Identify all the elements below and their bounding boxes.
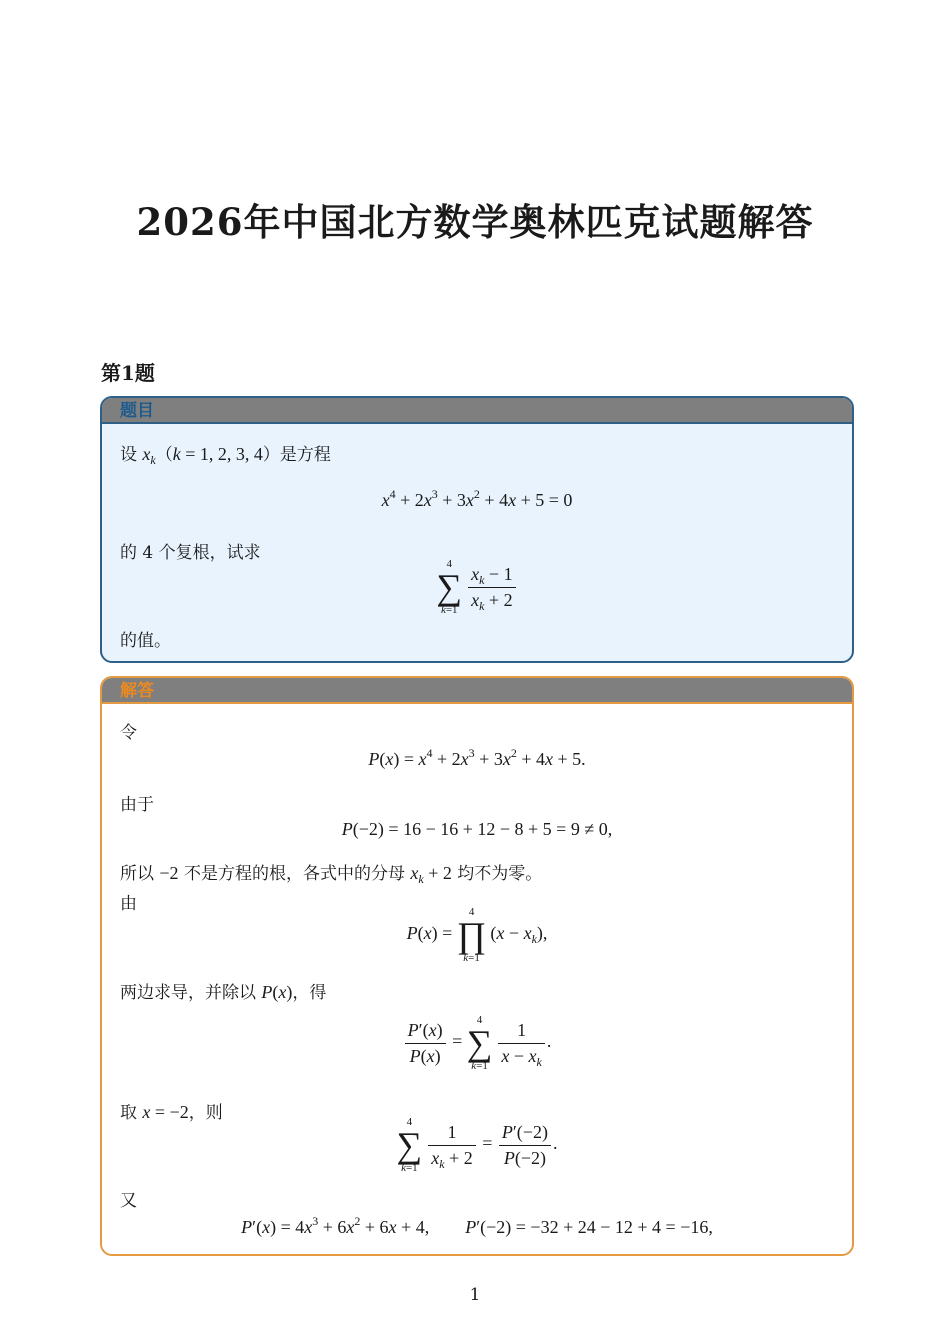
text: 不是方程的根，各式中的分母: [183, 864, 405, 884]
text: 所以: [120, 864, 154, 884]
equation-substitute: 4 ∑ k=1 $\frac{1}{x_k + 2}$ = $\frac{P'(-2)}{P(-2)}$ .: [396, 1116, 558, 1174]
problem-heading: 题目: [102, 398, 852, 424]
text: ，则: [188, 1103, 223, 1123]
problem-box: [100, 396, 854, 663]
text: 两边求导，并除以: [120, 983, 256, 1003]
text: 取: [120, 1103, 137, 1123]
equation-sum: 4 ∑ k=1 $\frac{x_k - 1}{x_k + 2}$: [102, 558, 852, 616]
math-inline: $x_k$: [142, 444, 156, 467]
equation-derivative: $P'(x) = 4x^3 + 6x^2 + 6x + 4$, P′(−2) = −32 + 24 − 12 + 4 = −16,: [241, 1214, 713, 1237]
solution-line-4: 由: [120, 894, 137, 914]
equation-log-derivative: $\frac{P'(x)}{P(x)}$ = 4 ∑ k=1 $\frac{1}{x - x_k}$ .: [102, 1014, 852, 1072]
equation-define-p: $P(x) = x^4 + 2x^3 + 3x^2 + 4x + 5$.: [368, 746, 586, 769]
document-title: 2026年中国北方数学奥林匹克试题解答: [136, 200, 814, 244]
equation-p-minus-2: P(−2) = 16 − 16 + 12 − 8 + 5 = 9 ≠ 0,: [341, 819, 613, 839]
math-inline: P(x): [261, 982, 293, 1002]
text: 均不为零。: [457, 864, 543, 884]
text: 设: [120, 445, 137, 465]
equation-polynomial: $x^4 + 2x^3 + 3x^2 + 4x + 5 = 0$: [381, 487, 573, 510]
equation-product: P(x) = 4 ∏ k=1 $(x - x_k)$,: [406, 906, 548, 964]
text: ，得: [292, 983, 327, 1003]
solution-line-3: [120, 859, 542, 884]
problem-line-1: [120, 440, 331, 465]
math-inline: x = −2: [142, 1102, 189, 1122]
problem-line-2: 的 4 个复根，试求: [120, 543, 261, 563]
solution-line-5: [120, 978, 326, 1003]
solution-box: [100, 676, 854, 1256]
solution-line-7: 又: [120, 1191, 137, 1211]
problem-line-3: 的值。: [120, 631, 171, 651]
section-heading: 第1题: [101, 361, 155, 385]
text: （: [155, 445, 173, 465]
text: ）是方程: [262, 445, 331, 465]
solution-line-2: 由于: [120, 795, 154, 815]
solution-heading: 解答: [102, 678, 852, 704]
math-inline: $x_k + 2$: [410, 863, 452, 886]
math-inline: k = 1, 2, 3, 4: [172, 444, 263, 464]
math-inline: −2: [159, 863, 179, 883]
solution-line-1: 令: [120, 723, 137, 743]
page-number: 1: [469, 1285, 481, 1305]
